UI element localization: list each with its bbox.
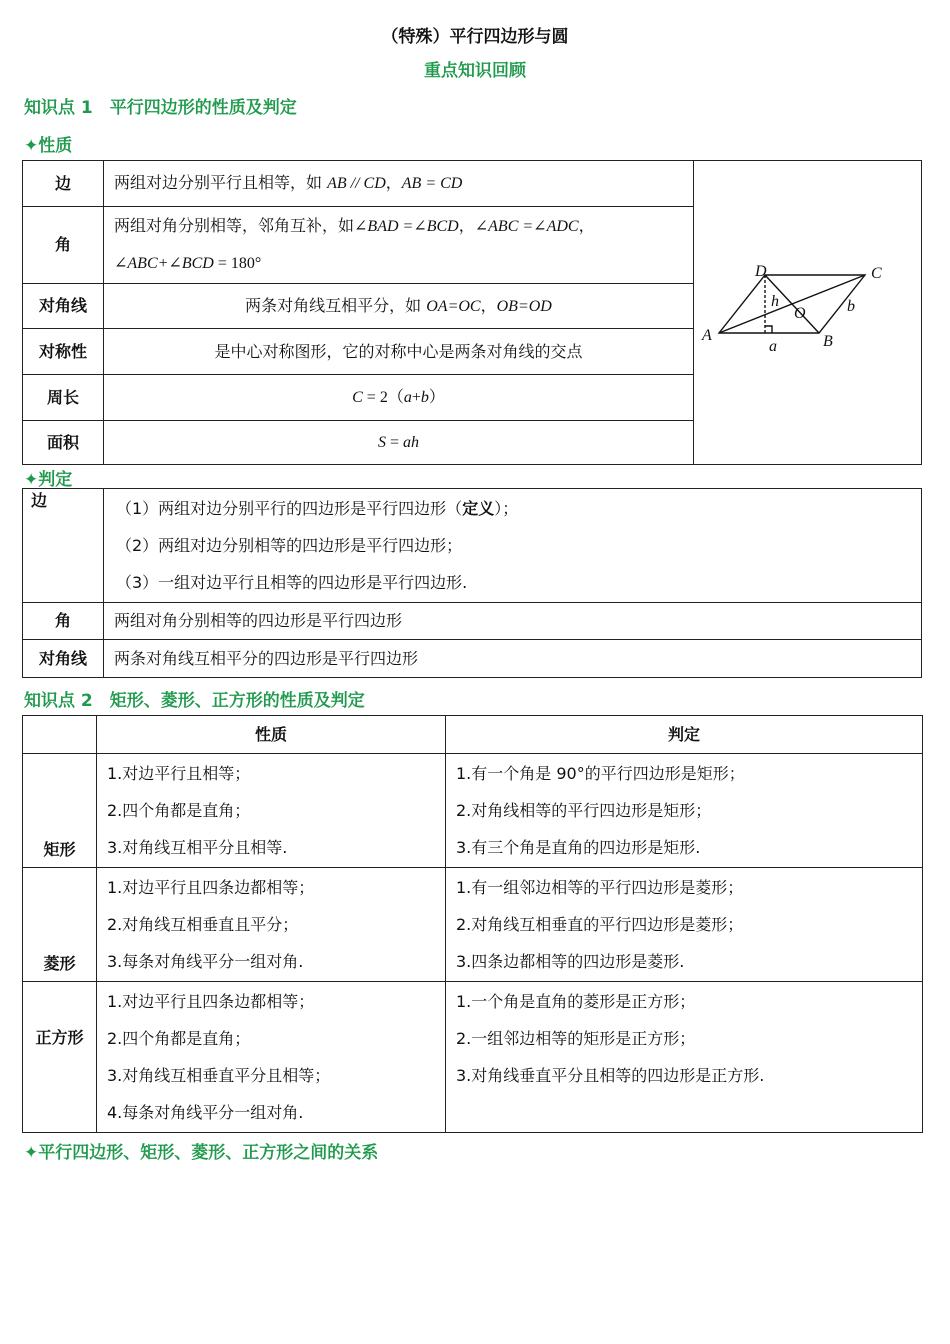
list-item: 2.四个角都是直角； (107, 1029, 251, 1048)
list-item: 3.每条对角线平分一组对角. (107, 952, 304, 971)
square-properties (97, 982, 446, 1133)
list-item: 1.对边平行且四条边都相等； (107, 992, 315, 1011)
parallelogram-figure-cell (694, 161, 922, 465)
prop-sym-label: 对称性 (23, 329, 104, 375)
label-b: b (847, 298, 855, 316)
label-h: h (771, 293, 779, 311)
list-item: 1.对边平行且四条边都相等； (107, 878, 315, 897)
prop-perim-text: C = 2（a+b） (104, 375, 694, 421)
section1-heading: 知识点 1 平行四边形的性质及判定 (24, 98, 297, 118)
rectangle-label: 矩形 (23, 754, 97, 868)
special-quadrilaterals-table (22, 715, 923, 1133)
section2-heading: 知识点 2 矩形、菱形、正方形的性质及判定 (24, 691, 365, 711)
prop-angle-label: 角 (23, 207, 104, 284)
right-angle-mark (765, 326, 772, 333)
prop-diag-label: 对角线 (23, 284, 104, 329)
crit-side-label: 边 (23, 489, 104, 603)
prop-angle-text: 两组对角分别相等，邻角互补，如∠BAD =∠BCD，∠ABC =∠ADC， ∠ABC+∠BCD = 180° (104, 207, 694, 284)
crit-side-item-1: （1）两组对边分别平行的四边形是平行四边形（定义）； (116, 499, 519, 518)
list-item: 3.对角线互相平分且相等. (107, 838, 288, 857)
list-item: 2.对角线相等的平行四边形是矩形； (456, 801, 712, 820)
header-criteria: 判定 (446, 716, 923, 754)
list-item: 3.四条边都相等的四边形是菱形. (456, 952, 685, 971)
list-item: 1.有一个角是 90°的平行四边形是矩形； (456, 764, 745, 783)
crit-diag-label: 对角线 (23, 640, 104, 678)
prop-area-text: S = ah (104, 421, 694, 465)
label-A: A (702, 327, 712, 345)
page-title: （特殊）平行四边形与圆 (381, 27, 569, 47)
square-label: 正方形 (23, 982, 97, 1133)
prop-area-label: 面积 (23, 421, 104, 465)
prop-perim-label: 周长 (23, 375, 104, 421)
crit-side-item-3: （3）一组对边平行且相等的四边形是平行四边形. (116, 573, 468, 592)
rectangle-properties (97, 754, 446, 868)
list-item: 1.对边平行且相等； (107, 764, 251, 783)
label-a: a (769, 338, 777, 356)
crit-diag-text: 两条对角线互相平分的四边形是平行四边形 (104, 640, 922, 678)
list-item: 3.有三个角是直角的四边形是矩形. (456, 838, 701, 857)
header-properties: 性质 (97, 716, 446, 754)
crit-side-item-2: （2）两组对边分别相等的四边形是平行四边形； (116, 536, 463, 555)
crit-angle-text: 两组对角分别相等的四边形是平行四边形 (104, 603, 922, 640)
list-item: 4.每条对角线平分一组对角. (107, 1103, 304, 1122)
list-item: 1.一个角是直角的菱形是正方形； (456, 992, 696, 1011)
page-subtitle: 重点知识回顾 (424, 61, 526, 81)
crit-angle-label: 角 (23, 603, 104, 640)
prop-diag-text: 两条对角线互相平分，如 OA=OC，OB=OD (104, 284, 694, 329)
list-item: 3.对角线互相垂直平分且相等； (107, 1066, 331, 1085)
label-C: C (871, 265, 882, 283)
list-item: 2.一组邻边相等的矩形是正方形； (456, 1029, 696, 1048)
parallelogram-criteria-table (22, 488, 922, 678)
prop-sym-text: 是中心对称图形，它的对称中心是两条对角线的交点 (104, 329, 694, 375)
label-D: D (755, 263, 767, 281)
rhombus-criteria (446, 868, 923, 982)
prop-side-label: 边 (23, 161, 104, 207)
crit-side-items (104, 489, 922, 603)
list-item: 3.对角线垂直平分且相等的四边形是正方形. (456, 1066, 765, 1085)
list-item: 2.对角线互相垂直且平分； (107, 915, 299, 934)
list-item: 2.四个角都是直角； (107, 801, 251, 820)
parallelogram-figure (695, 260, 923, 360)
label-B: B (823, 333, 833, 351)
prop-side-text: 两组对边分别平行且相等，如 AB // CD，AB = CD (104, 161, 694, 207)
rhombus-properties (97, 868, 446, 982)
properties-heading: ✦性质 (24, 136, 73, 156)
label-O: O (794, 305, 806, 323)
list-item: 2.对角线互相垂直的平行四边形是菱形； (456, 915, 744, 934)
parallelogram-properties-table (22, 160, 922, 465)
rhombus-label: 菱形 (23, 868, 97, 982)
header-empty-cell (23, 716, 97, 754)
square-criteria (446, 982, 923, 1133)
rectangle-criteria (446, 754, 923, 868)
list-item: 1.有一组邻边相等的平行四边形是菱形； (456, 878, 744, 897)
relation-heading: ✦平行四边形、矩形、菱形、正方形之间的关系 (24, 1143, 379, 1163)
criteria-heading: ✦判定 (24, 470, 73, 490)
